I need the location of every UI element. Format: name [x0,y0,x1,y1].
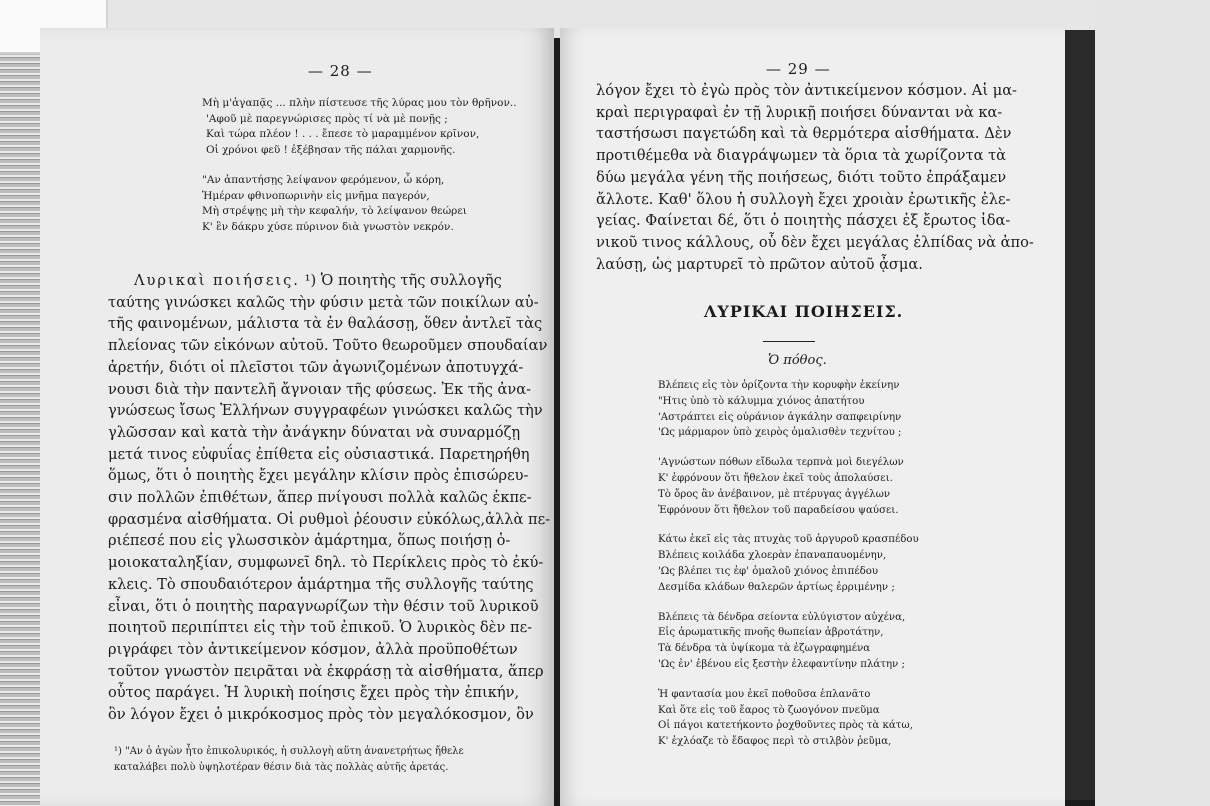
poem-line: Μὴ μ'ἀγαπᾷς ... πλὴν πίστευσε τῆς λύρας μου τὸν θρῆνον.. [202,97,517,109]
prose-line: μετά τινος εὐφυΐας ἐπίθετα εἰς οὐσιαστικά. Παρετηρήθη [108,445,530,463]
poem-line: Ἐφρόνουν ὅτι ἤθελον τοῦ παραδείσου ψαύσει. [658,504,899,516]
prose-line: Λυρικαὶ ποιήσεις. ¹) Ὁ ποιητὴς τῆς συλλογῆς [134,272,502,289]
prose-line: τοῦτον γνωστὸν πειρᾶται νὰ ἐκφράσῃ τὰ αἰσθήματα, ἅπερ [108,662,544,680]
poem-line: Κ' ἐφρόνουν ὅτι ἤθελον ἐκεῖ τοὺς ἀπολαύσει. [658,472,893,484]
prose-line: ταύτης γινώσκει καλῶς τὴν φύσιν μετὰ τῶν ποικίλων αὐ- [108,293,539,311]
poem-line: Βλέπεις εἰς τὸν ὁρίζοντα τὴν κορυφὴν ἐκείνην [658,380,900,391]
poem-line: Τὰ δένδρα τὰ ὑψίκομα τὰ ἐζωγραφημένα [658,643,871,655]
poem-line: Μὴ στρέψῃς μὴ τὴν κεφαλήν, τὸ λείψανον θεώρει [202,205,467,217]
book-cover-edge [1062,30,1095,800]
prose-line: τῆς φαινομένων, μάλιστα τὰ ἐν θαλάσσῃ, ὅθεν ἀντλεῖ τὰς [108,315,543,333]
footnote-line: ¹) "Αν ὁ ἀγὼν ἦτο ἐπικολυρικός, ἡ συλλογὴ αὕτη ἀνανετρήτως ἤθελε [114,746,464,757]
background-right [1095,0,1210,806]
poem-line: Ἡμέραν φθινοπωρινὴν εἰς μνῆμα παγερόν, [202,189,430,202]
prose-line: ὅμως, ὅτι ὁ ποιητὴς ἔχει μεγάλην κλίσιν πρὸς ἐπισώρευ- [108,467,529,485]
prose-line: νουσι διὰ τὴν παντελῆ ἄγνοιαν τῆς φύσεως. Ἐκ τῆς ἀνα- [108,380,532,398]
poem-title: Ὁ πόθος. [768,353,827,368]
review-text [108,270,551,726]
prose-line: κραὶ περιγραφαὶ ἐν τῇ λυρικῇ ποιήσει δύνανται νὰ κα- [596,103,1003,121]
poem-line: Βλέπεις τὰ δένδρα σείοντα εὐλύγιστον αὐχένα, [658,611,906,623]
prose-line: ἄλλοτε. Καθ' ὅλου ἡ συλλογὴ ἔχει χροιὰν ἐρωτικῆς ἐλε- [596,190,1011,208]
prose-line: λαύσῃ, ὡς μαρτυρεῖ τὸ πρῶτον αὐτοῦ ᾆσμα. [596,255,923,273]
review-heading: Λυρικαὶ ποιήσεις. [134,272,300,289]
poem-line: Οἱ πάγοι κατετήκοντο ῥοχθοῦντες πρὸς τὰ κάτω, [658,720,913,732]
page-number-left: — 28 — [308,62,373,80]
footnote [114,744,464,776]
prose-line: ὃν λόγον ἔχει ὁ μικρόκοσμος πρὸς τὸν μεγαλόκοσμον, ὃν [108,706,534,724]
prose-line: πλείονας τῶν εἰκόνων αὐτοῦ. Τοῦτο θεωροῦμεν σπουδαίαν [108,337,548,355]
epigraph-poem [202,96,517,235]
prose-line: οὗτος παράγει. Ἡ λυρικὴ ποίησις ἔχει πρὸς τὴν ἐπικήν, [108,684,520,702]
poem-line: Εἰς ἀρωματικῆς πνοῆς θωπείαν ἁβροτάτην, [658,627,884,639]
prose-line: ταστήσωσι παγετώδη καὶ τὰ θερμότερα αἰσθήματα. Δὲν [596,125,1012,143]
left-page [40,28,554,806]
poem-line: Κάτω ἐκεῖ εἰς τὰς πτυχὰς τοῦ ἀργυροῦ κρασπέδου [658,534,919,546]
poem-line: 'Ως ἐν' ἐβένου εἰς ξεστὴν ἐλεφαντίνην πλάτην ; [658,658,905,670]
prose-line: ριγράφει τὸν ἀντικείμενον κόσμον, ἀλλὰ προϋποθέτων [108,640,518,658]
poem-line: 'Αγνώστων πόθων εἴδωλα τερπνὰ μοὶ διεγέλων [658,457,904,469]
poem-line: Κ' ἓν δάκρυ χύσε πύρινον διὰ γνωστὸν νεκρόν. [202,220,454,233]
book-page-edges [0,52,40,806]
prose-line: ριέπεσέ που εἰς γλωσσικὸν ἁμάρτημα, ὅπως ποιήσῃ ὁ- [108,532,511,550]
poem-line: 'Ως βλέπει τις ἐφ' ὁμαλοῦ χιόνος ἐπιπέδου [658,565,879,577]
prose-line: νικοῦ τινος κάλλους, οὗ δὲν ἔχει μεγάλας ἐλπίδας νὰ ἀπο- [596,233,1034,251]
prose-line: κλεις. Τὸ σπουδαιότερον ἁμάρτημα τῆς συλλογῆς ταύτης [108,575,534,593]
prose-line: ποιητοῦ περιπίπτει εἰς τὴν τοῦ ἐπικοῦ. Ὁ λυρικὸς δὲν πε- [108,619,533,637]
poem-line: Κ' ἐχλόαζε τὸ ἔδαφος περὶ τὸ στιλβὸν ῥεῦμα, [658,736,892,748]
right-page [560,28,1065,806]
poem-line: 'Ως μάρμαρον ὑπὸ χειρὸς ὁμαλισθὲν τεχνίτου ; [658,427,902,439]
page-number-right: — 29 — [766,60,831,78]
heading-rule [763,341,815,342]
section-heading: ΛΥΡΙΚΑΙ ΠΟΙΗΣΕΙΣ. [704,302,904,321]
poem-line: Οἱ χρόνοι φεῦ ! ἐξέβησαν τῆς πάλαι χαρμονῆς. [206,143,456,156]
poem-line: "Ητις ὑπὸ τὸ κάλυμμα χιόνος ἀπατήτου [658,395,865,407]
poem-line: "Αν ἀπαντήσῃς λείψανον φερόμενον, ὦ κόρη, [202,174,445,186]
review-continuation [596,80,1034,275]
prose-line: γνώσεως ἴσως Ἑλλήνων συγγραφέων γινώσκει καλῶς τὴν [108,402,543,420]
prose-line: δύω μεγάλα γένη τῆς ποιήσεως, διότι τοῦτο ἐπράξαμεν [596,168,1007,186]
prose-line: σιν πολλῶν ἐπιθέτων, ἅπερ πνίγουσι πολλὰ καλῶς ἐκπε- [108,489,532,507]
poem-line: Καὶ ὅτε εἰς τοῦ ἔαρος τὸ ζωογόνον πνεῦμα [658,704,880,716]
poem-line: Ἡ φαντασία μου ἐκεῖ ποθοῦσα ἐπλανᾶτο [658,688,871,700]
poem-line: Τὸ ὄρος ἂν ἀνέβαινον, μὲ πτέρυγας ἀγγέλων [658,488,891,500]
prose-line: εἶναι, ὅτι ὁ ποιητὴς παραγνωρίζων τὴν θέσιν τοῦ λυρικοῦ [108,597,539,615]
prose-line: ἀρετήν, διότι οἱ πλεῖστοι τῶν ἀγωνιζομένων ἀποτυγχά- [108,358,524,376]
footnote-line: καταλάβει πολὺ ὑψηλοτέραν θέσιν διὰ τὰς πολλὰς αὐτῆς ἀρετάς. [114,762,449,773]
prose-line: λόγον ἔχει τὸ ἐγὼ πρὸς τὸν ἀντικείμενον κόσμον. Αἱ μα- [596,82,1017,99]
poem-line: Βλέπεις κοιλάδα χλοερὰν ἐπαναπαυομένην, [658,550,887,562]
prose-line: γλῶσσαν καὶ κατὰ τὴν ἀνάγκην δύναται νὰ συναρμόζῃ [108,423,521,441]
poem-body [658,378,919,750]
prose-line: προτιθέμεθα νὰ διαγράψωμεν τὰ ὅρια τὰ χωρίζοντα τὰ [596,147,1007,165]
poem-line: Δεσμίδα κλάδων θαλερῶν ἀρτίως ἐρριμένην ; [658,581,895,593]
prose-line: φρασμένα αἰσθήματα. Οἱ ρυθμοὶ ῥέουσιν εὐκόλως,ἀλλὰ πε- [108,510,551,528]
poem-line: Καὶ τώρα πλέον ! . . . ἔπεσε τὸ μαραμμένον κρῖνον, [206,128,480,140]
poem-line: 'Αφοῦ μὲ παρεγνώρισες πρὸς τί νὰ μὲ πονῇς ; [206,112,448,125]
poem-line: 'Αστράπτει εἰς οὐράνιον ἀγκάλην σαπφειρίνην [658,411,902,423]
prose-line: μοιοκαταληξίαν, συμφωνεῖ δηλ. τὸ Περίκλεις πρὸς τὸ ἐκύ- [108,554,544,572]
prose-line: γείας. Φαίνεται δέ, ὅτι ὁ ποιητὴς πάσχει ἐξ ἔρωτος ἰδα- [596,212,1011,230]
